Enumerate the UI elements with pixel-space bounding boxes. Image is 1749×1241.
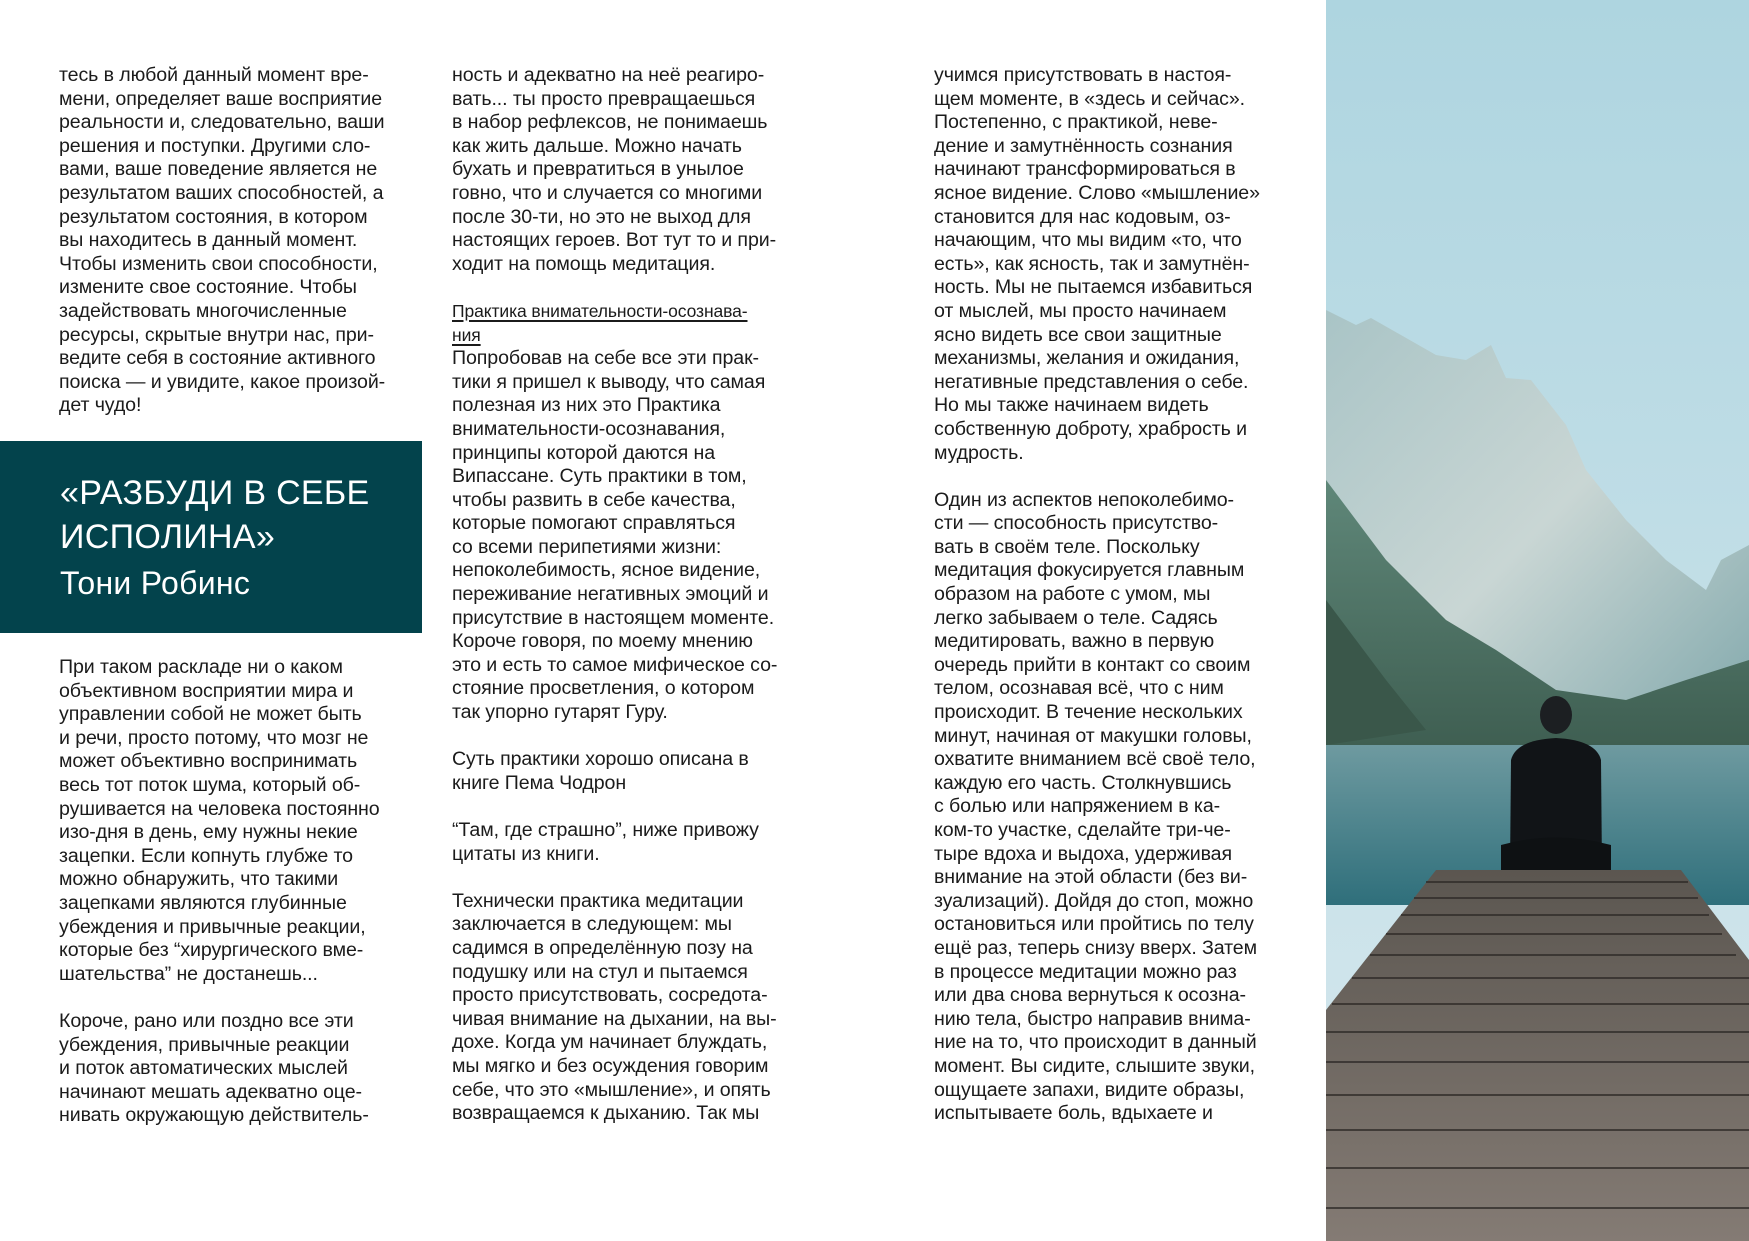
text-line: мы мягко и без осуждения говорим (452, 1054, 769, 1077)
text-line: минут, начиная от макушки головы, (934, 724, 1252, 747)
text-line: механизмы, желания и ожидания, (934, 347, 1240, 370)
subheading-line: ния (452, 324, 481, 345)
text-line: ком-то участке, сделайте три-че- (934, 819, 1231, 841)
text-line: в процессе медитации можно раз (934, 960, 1237, 983)
text-line: нию тела, быстро направив внима- (934, 1007, 1251, 1030)
book-title-line2: ИСПОЛИНА» (60, 518, 276, 556)
text-line: начинают трансформироваться в (934, 158, 1236, 181)
text-line: садимся в определённую позу на (452, 936, 753, 959)
text-line: можно обнаружить, что такими (59, 868, 339, 891)
text-line: внимательности-осознавания, (452, 417, 726, 440)
text-line: При таком раскладе ни о каком (59, 656, 343, 678)
text-line: вы находитесь в данный момент. (59, 229, 358, 252)
text-line: начинают мешать адекватно оце- (59, 1080, 362, 1103)
text-line: так упорно гутарят Гуру. (452, 701, 668, 724)
text-line: возвращаемся к дыханию. Так мы (452, 1102, 760, 1125)
book-author: Тони Робинс (60, 565, 251, 601)
text-line: это и есть то самое мифическое со- (452, 653, 778, 676)
text-line: дет чудо! (59, 394, 142, 417)
text-line: есть», как ясность, так и замутнён- (934, 252, 1250, 275)
text-line: Но мы также начинаем видеть (934, 394, 1209, 417)
text-line: учимся присутствовать в настоя- (934, 64, 1232, 86)
paragraph-gap (934, 465, 1260, 489)
text-line: ние на то, что происходит в данный (934, 1031, 1257, 1054)
text-line: зуализаций). Дойдя до стоп, можно (934, 889, 1254, 912)
text-line: полезная из них это Практика (452, 394, 721, 417)
text-line: результатом ваших способностей, а (59, 181, 384, 204)
text-line: бухать и превратиться в унылое (452, 158, 744, 181)
text-line: мудрость. (934, 441, 1024, 464)
text-line: которые помогают справляться (452, 512, 736, 535)
text-line: решения и поступки. Другими сло- (59, 134, 371, 157)
text-line: шательства” не достанешь... (59, 962, 318, 985)
text-line: медитировать, важно в первую (934, 630, 1215, 653)
text-line: стояние просветления, о котором (452, 677, 755, 700)
text-line: зацепками являются глубинные (59, 891, 347, 914)
text-line: ощущаете запахи, видите образы, (934, 1078, 1245, 1101)
text-line: собственную доброту, храбрость и (934, 417, 1247, 440)
text-line: результатом состояния, в котором (59, 205, 368, 228)
text-line: чивая внимание на дыхании, на вы- (452, 1007, 777, 1030)
paragraph-gap (452, 725, 777, 749)
text-line: рушивается на человека постоянно (59, 797, 380, 820)
text-line: реальности и, следовательно, ваши (59, 111, 385, 134)
text-line: и речи, просто потому, что мозг не (59, 726, 369, 749)
text-line: подушку или на стул и пытаемся (452, 960, 748, 983)
text-line: измените свое состояние. Чтобы (59, 276, 357, 299)
text-line: которые без “хирургического вме- (59, 939, 364, 962)
text-line: или два снова вернуться к осозна- (934, 984, 1246, 1007)
text-line: изо-дня в день, ему нужны некие (59, 821, 358, 844)
text-line: вами, ваше поведение является не (59, 158, 378, 181)
column1-top-text (59, 64, 385, 418)
text-line: с болью или напряжением в ка- (934, 795, 1221, 818)
text-line: тики я пришел к выводу, что самая (452, 370, 766, 393)
text-line: Технически практика медитации (452, 889, 744, 912)
text-line: телом, осознавая всё, что с ним (934, 677, 1224, 700)
text-line: вать в своём теле. Поскольку (934, 535, 1200, 558)
text-line: говно, что и случается со многими (452, 181, 763, 204)
text-line: сти — способность присутство- (934, 512, 1219, 535)
text-line: Постепенно, с практикой, неве- (934, 111, 1218, 134)
text-line: охватите вниманием всё своё тело, (934, 748, 1256, 771)
text-line: каждую его часть. Столкнувшись (934, 771, 1232, 794)
column3-text (934, 64, 1260, 1126)
text-line: переживание негативных эмоций и (452, 583, 769, 606)
text-line: нивать окружающую действитель- (59, 1104, 369, 1127)
paragraph-gap (59, 986, 380, 1010)
text-line: цитаты из книги. (452, 842, 600, 865)
text-line: себе, что это «мышление», и опять (452, 1078, 771, 1101)
text-line: задействовать многочисленные (59, 299, 347, 322)
text-line: ясно видеть все свои защитные (934, 323, 1222, 346)
text-line: тыре вдоха и выдоха, удерживая (934, 842, 1232, 865)
text-line: после 30-ти, но это не выход для (452, 205, 751, 228)
text-line: момент. Вы сидите, слышите звуки, (934, 1054, 1255, 1077)
text-line: начающим, что мы видим «то, что (934, 229, 1242, 252)
text-line: управлении собой не может быть (59, 703, 362, 726)
text-line: Випассане. Суть практики в том, (452, 465, 747, 488)
subheading-line: Практика внимательности-осознава- (452, 300, 748, 321)
text-line: легко забываем о теле. Садясь (934, 606, 1218, 629)
text-line: негативные представления о себе. (934, 370, 1249, 393)
text-line: Короче, рано или поздно все эти (59, 1009, 354, 1032)
text-line: Попробовав на себе все эти прак- (452, 347, 759, 370)
text-line: внимание на этой области (без ви- (934, 866, 1248, 889)
text-line: настоящих героев. Вот тут то и при- (452, 229, 777, 252)
text-line: может объективно воспринимать (59, 750, 358, 773)
mountain-lake-photo (1326, 0, 1749, 1241)
text-line: как жить дальше. Можно начать (452, 134, 742, 157)
text-line: Чтобы изменить свои способности, (59, 252, 378, 275)
text-line: просто присутствовать, сосредота- (452, 984, 768, 1007)
text-line: ясное видение. Слово «мышление» (934, 181, 1260, 204)
text-line: зацепки. Если копнуть глубже то (59, 844, 353, 867)
text-line: тесь в любой данный момент вре- (59, 64, 369, 86)
text-line: ность и адекватно на неё реагиро- (452, 64, 765, 86)
paragraph-gap (452, 795, 777, 819)
text-line: дение и замутнённость сознания (934, 134, 1233, 157)
text-line: весь тот поток шума, который об- (59, 773, 361, 796)
text-line: остановиться или пройтись по телу (934, 913, 1254, 936)
text-line: от мыслей, мы просто начинаем (934, 299, 1227, 322)
text-line: ещё раз, теперь снизу вверх. Затем (934, 936, 1257, 959)
column2-text (452, 64, 777, 1126)
text-line: Суть практики хорошо описана в (452, 748, 749, 771)
text-line: становится для нас кодовым, оз- (934, 205, 1231, 228)
text-line: вать... ты просто превращаешься (452, 87, 756, 110)
text-line: ходит на помощь медитация. (452, 252, 716, 275)
text-line: в набор рефлексов, не понимаешь (452, 111, 768, 134)
text-line: ность. Мы не пытаемся избавиться (934, 276, 1253, 299)
text-line: присутствие в настоящем моменте. (452, 606, 775, 629)
paragraph-gap (452, 276, 777, 300)
text-line: убеждения, привычные реакции (59, 1033, 350, 1056)
text-line: книге Пема Чодрон (452, 771, 627, 794)
paragraph-gap (452, 866, 777, 890)
text-line: убеждения и привычные реакции, (59, 915, 366, 938)
text-line: ресурсы, скрытые внутри нас, при- (59, 323, 374, 346)
text-line: мени, определяет ваше восприятие (59, 87, 382, 110)
text-line: принципы которой даются на (452, 441, 715, 464)
text-line: дохе. Когда ум начинает блуждать, (452, 1031, 768, 1054)
text-line: Короче говоря, по моему мнению (452, 630, 753, 653)
book-quote-box (0, 441, 422, 633)
photo-icon (1326, 0, 1749, 1241)
text-line: со всеми перипетиями жизни: (452, 535, 722, 558)
text-line: объективном восприятии мира и (59, 679, 354, 702)
text-line: медитация фокусируется главным (934, 559, 1245, 582)
column1-bottom-text (59, 656, 380, 1128)
text-line: заключается в следующем: мы (452, 913, 732, 936)
text-line: “Там, где страшно”, ниже привожу (452, 819, 759, 841)
text-line: ведите себя в состояние активного (59, 347, 376, 370)
book-title-line1: «РАЗБУДИ В СЕБЕ (60, 474, 370, 512)
text-line: и поток автоматических мыслей (59, 1057, 348, 1080)
text-line: очередь прийти в контакт со своим (934, 653, 1251, 676)
text-line: непоколебимость, ясное видение, (452, 559, 761, 582)
text-line: Один из аспектов непоколебимо- (934, 488, 1234, 511)
text-line: поиска — и увидите, какое произой- (59, 370, 386, 393)
text-line: щем моменте, в «здесь и сейчас». (934, 87, 1245, 110)
text-line: происходит. В течение нескольких (934, 701, 1243, 724)
text-line: чтобы развить в себе качества, (452, 488, 736, 511)
text-line: образом на работе с умом, мы (934, 583, 1211, 606)
text-line: испытываете боль, вдыхаете и (934, 1102, 1213, 1125)
